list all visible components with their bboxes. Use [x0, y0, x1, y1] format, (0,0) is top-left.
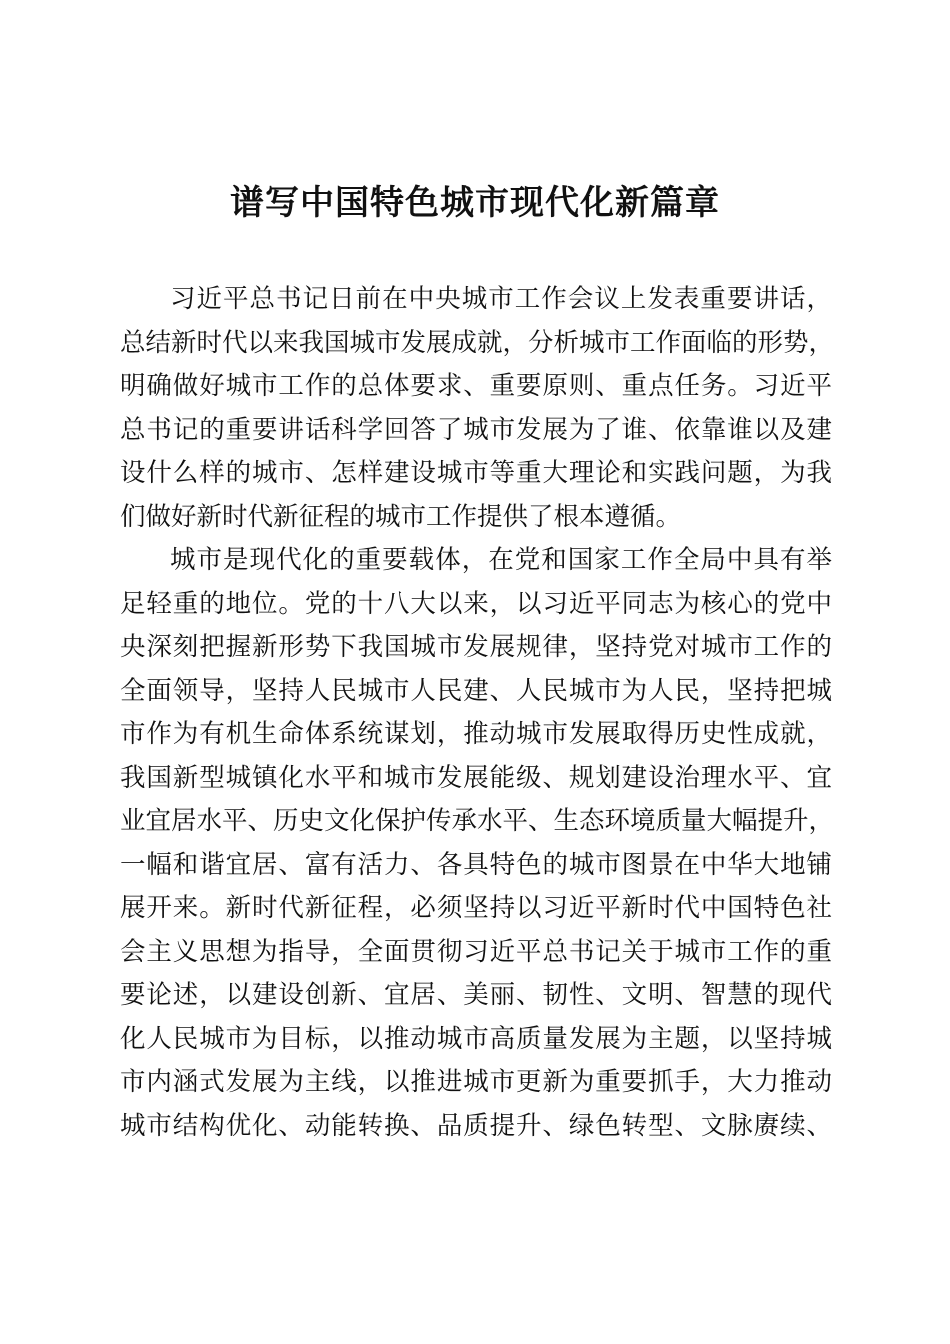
paragraph-2-line-14: 城市结构优化、动能转换、品质提升、绿色转型、文脉赓续、	[120, 1111, 832, 1141]
paragraph-2-line-3: 央深刻把握新形势下我国城市发展规律，坚持党对城市工作的	[120, 632, 832, 662]
paragraph-2-line-5: 市作为有机生命体系统谋划，推动城市发展取得历史性成就，	[120, 719, 832, 749]
paragraph-2-line-9: 展开来。新时代新征程，必须坚持以习近平新时代中国特色社	[120, 893, 832, 923]
paragraph-1-line-2: 总结新时代以来我国城市发展成就，分析城市工作面临的形势，	[120, 328, 835, 358]
paragraph-2-line-13: 市内涵式发展为主线，以推进城市更新为重要抓手，大力推动	[120, 1067, 832, 1097]
paragraph-1-line-1: 习近平总书记日前在中央城市工作会议上发表重要讲话，	[170, 284, 832, 314]
paragraph-1-line-5: 设什么样的城市、怎样建设城市等重大理论和实践问题，为我	[120, 458, 832, 488]
paragraph-1-line-4: 总书记的重要讲话科学回答了城市发展为了谁、依靠谁以及建	[120, 415, 832, 445]
paragraph-2-line-10: 会主义思想为指导，全面贯彻习近平总书记关于城市工作的重	[120, 937, 832, 967]
paragraph-2-line-1: 城市是现代化的重要载体，在党和国家工作全局中具有举	[170, 545, 832, 575]
paragraph-2-line-4: 全面领导，坚持人民城市人民建、人民城市为人民，坚持把城	[120, 676, 832, 706]
paragraph-1-line-3: 明确做好城市工作的总体要求、重要原则、重点任务。习近平	[120, 371, 832, 401]
document-title: 谱写中国特色城市现代化新篇章	[230, 183, 720, 223]
paragraph-2-line-8: 一幅和谐宜居、富有活力、各具特色的城市图景在中华大地铺	[120, 850, 832, 880]
paragraph-2-line-7: 业宜居水平、历史文化保护传承水平、生态环境质量大幅提升，	[120, 806, 835, 836]
paragraph-2-line-11: 要论述，以建设创新、宜居、美丽、韧性、文明、智慧的现代	[120, 980, 832, 1010]
paragraph-2-line-2: 足轻重的地位。党的十八大以来，以习近平同志为核心的党中	[120, 589, 832, 619]
paragraph-2-line-6: 我国新型城镇化水平和城市发展能级、规划建设治理水平、宜	[120, 763, 832, 793]
paragraph-1-line-6: 们做好新时代新征程的城市工作提供了根本遵循。	[120, 502, 682, 532]
paragraph-2-line-12: 化人民城市为目标，以推动城市高质量发展为主题，以坚持城	[120, 1024, 832, 1054]
